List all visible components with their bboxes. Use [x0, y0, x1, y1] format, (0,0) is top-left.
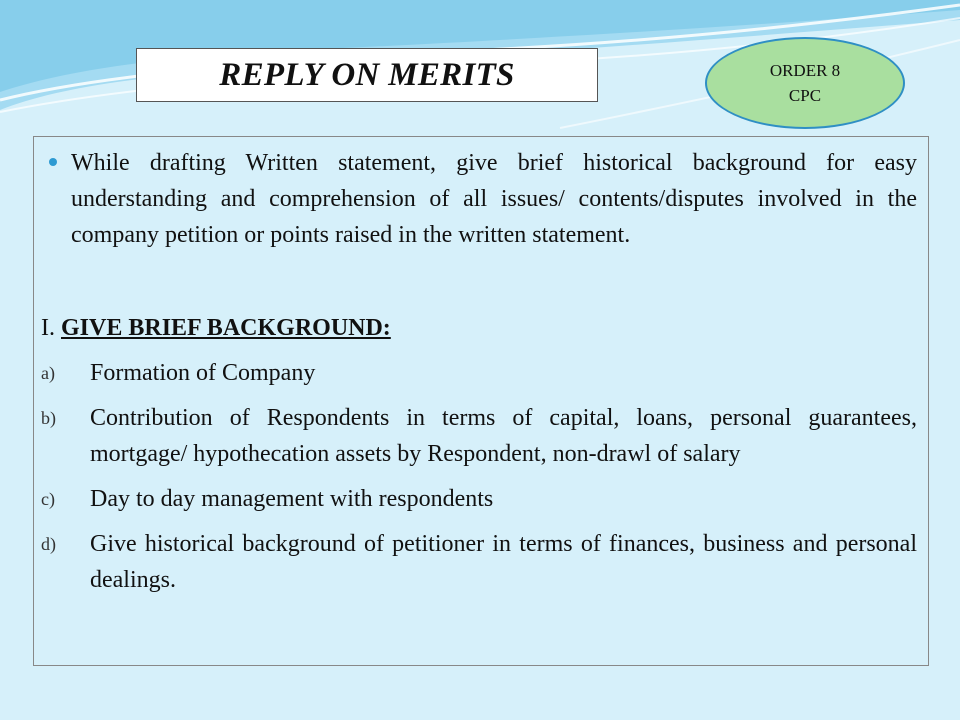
- badge-line-2: CPC: [788, 86, 822, 105]
- content-box: [33, 136, 929, 666]
- list-item: [41, 400, 917, 472]
- slide-title: REPLY ON MERITS: [219, 56, 515, 93]
- background-items-list: [41, 355, 917, 607]
- list-item-marker: c): [41, 489, 55, 509]
- list-item-marker: d): [41, 534, 56, 554]
- list-item-text: Day to day management with respondents: [90, 486, 494, 512]
- bullet-dot-icon: [49, 158, 57, 166]
- list-item: [41, 355, 917, 391]
- list-item-text: Give historical background of petitioner in terms of finances, business and personal dealings.: [90, 531, 917, 593]
- list-item: [41, 526, 917, 598]
- list-item-marker: a): [41, 363, 55, 383]
- list-item-marker: b): [41, 408, 56, 428]
- section-heading-text: GIVE BRIEF BACKGROUND:: [61, 315, 391, 341]
- section-heading: [41, 310, 391, 346]
- intro-bullet: [49, 145, 917, 253]
- order-badge: [705, 37, 905, 129]
- list-item-text: Contribution of Respondents in terms of capital, loans, personal guarantees, mortgage/ hypothecation assets by Respondent, non-drawl of salary: [90, 405, 917, 467]
- section-number: I.: [41, 315, 55, 341]
- badge-line-1: ORDER 8: [769, 61, 841, 80]
- list-item: [41, 481, 917, 517]
- list-item-text: Formation of Company: [90, 360, 316, 386]
- title-box: [136, 48, 598, 102]
- intro-bullet-text: While drafting Written statement, give brief historical background for easy understanding and comprehension of all issues/ contents/disputes involved in the company petition or points raised in the written statement.: [71, 150, 917, 248]
